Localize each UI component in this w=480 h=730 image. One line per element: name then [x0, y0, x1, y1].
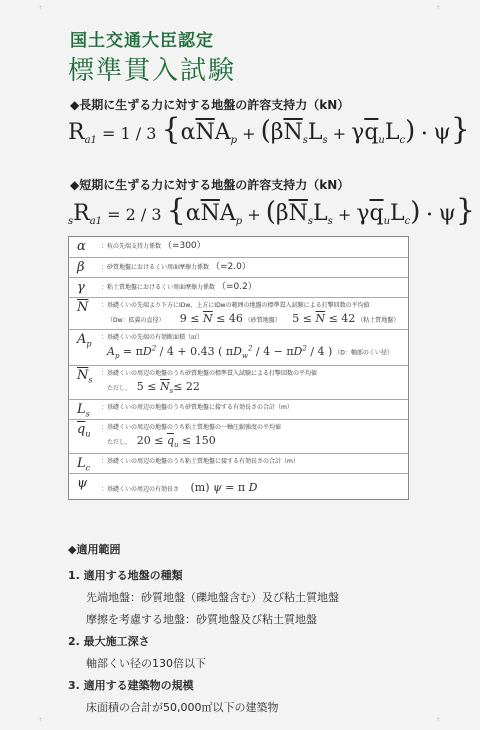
scope-item-3-line-1: 床面積の合計が50,000㎡以下の建築物	[86, 701, 279, 714]
beta-value: （=2.0）	[210, 262, 251, 272]
scope-item-2-line-1: 軸部くい径の130倍以下	[86, 657, 206, 670]
gamma-text: ：粘土質地盤におけるくい周面摩擦力係数	[101, 284, 216, 291]
nbar-symbol: $\overline{N}$	[77, 300, 89, 315]
def-row-qu	[69, 419, 408, 453]
def-row-lc	[69, 453, 408, 473]
long-term-heading: ◆長期に生ずる力に対する地盤の許容支持力（kN）	[70, 98, 350, 112]
ap-formula: $A_p = \pi D^2 / 4 + 0.43$ ( $\pi D_w^2 / 4 - \pi D^2 / 4$ )	[107, 343, 333, 360]
beta-text: ：砂質地盤におけるくい周面摩擦力係数	[101, 264, 210, 271]
def-row-gamma	[69, 277, 408, 297]
gamma-value: （=0.2）	[216, 282, 257, 292]
alpha-text: ：杭の先端支持力係数	[101, 243, 162, 250]
certification-label: 国土交通大臣認定	[70, 31, 214, 51]
alpha-value: （=300）	[162, 241, 206, 251]
def-row-psi	[69, 473, 408, 499]
ns-tadashi: ただし、	[107, 384, 132, 392]
qu-tadashi: ただし、	[107, 438, 132, 446]
nbar-dw-note: （Dw：拡翼の直径）	[107, 316, 165, 324]
crop-mark-icon: +	[436, 4, 442, 11]
nbar-clay-note: （粘土質地盤）	[357, 316, 400, 324]
ap-d-note: （D：軸部のくい径）	[334, 349, 393, 357]
qu-symbol: $\overline{q}_u$	[77, 422, 91, 439]
crop-mark-icon: +	[38, 4, 44, 11]
short-term-formula: $_sR_{a1} = 2 / 3$ {$\alpha\overline{N}A_p + (\beta\overline{N}_sL_s + \gamma\overline{q}_uL_c)$ ･ ψ}	[68, 193, 475, 228]
ap-text: ：基礎くいの先端の有効断面積（㎡）	[101, 334, 204, 342]
def-row-ns	[69, 365, 408, 399]
psi-symbol: ψ	[77, 476, 88, 492]
page-title: 標準貫入試験	[68, 56, 237, 86]
nbar-sand-range: $9 \le \overline{N} \le 46$	[179, 311, 243, 325]
def-row-alpha	[69, 237, 408, 257]
scope-item-3-title: 3. 適用する建築物の規模	[68, 679, 194, 692]
scope-item-1-line-2: 摩擦を考慮する地盤：砂質地盤及び粘土質地盤	[86, 613, 317, 626]
scope-section	[68, 541, 339, 715]
scope-item-2-title: 2. 最大施工深さ	[68, 635, 150, 648]
gamma-symbol: γ	[77, 280, 85, 295]
long-term-formula: $R_{a1} = 1 / 3$ {$\alpha\overline{N}A_p + (\beta\overline{N}_sL_s + \gamma\overline{q}_uL_c)$ ･ ψ}	[68, 112, 470, 147]
nbar-clay-range: $5 \le \overline{N} \le 42$	[292, 311, 356, 325]
alpha-symbol: α	[77, 239, 86, 254]
ns-range: $5 \le \overline{N}_s\le 22$	[136, 379, 200, 396]
ap-symbol: $A_p$	[77, 332, 92, 349]
scope-item-1-line-1: 先端地盤：砂質地盤（礫地盤含む）及び粘土質地盤	[86, 591, 339, 604]
def-row-nbar	[69, 297, 408, 329]
ls-text: ：基礎くいの周辺の地盤のうち砂質地盤に接する有効長さの合計（m）	[101, 404, 293, 412]
short-term-heading: ◆短期に生ずる力に対する地盤の許容支持力（kN）	[70, 178, 350, 192]
def-row-beta	[69, 257, 408, 277]
psi-formula: (m) ψ = π D	[190, 481, 258, 495]
scope-item-1-title: 1. 適用する地盤の種類	[68, 569, 183, 582]
nbar-text: ：基礎くいの先端より下方にIDw、上方にIDwの範囲の地盤の標準貫入試験による打撃回数の平均値	[101, 302, 370, 309]
qu-text: ：基礎くいの周辺の地盤のうち粘土質地盤の一軸圧縮強度の平均値	[101, 424, 282, 432]
crop-mark-icon: +	[436, 716, 442, 723]
def-row-ls	[69, 399, 408, 419]
nbar-sand-note: （砂質地盤）	[244, 316, 281, 324]
ls-symbol: $L_s$	[77, 402, 90, 419]
lc-symbol: $L_c$	[77, 456, 91, 473]
scope-heading: ◆適用範囲	[68, 543, 121, 556]
crop-mark-icon: +	[38, 716, 44, 723]
beta-symbol: β	[77, 260, 85, 275]
ns-text: ：基礎くいの周辺の地盤のうち砂質地盤の標準貫入試験による打撃回数の平均値	[101, 370, 318, 378]
ns-symbol: $\overline{N}_s$	[77, 368, 93, 385]
definitions-table	[68, 236, 409, 500]
psi-text: ：基礎くいの周辺の有効長さ	[101, 486, 180, 494]
qu-range: $20 \le \overline{q}_u \le 150$	[136, 433, 216, 450]
lc-text: ：基礎くいの周辺の地盤のうち粘土質地盤に接する有効長さの合計（m）	[101, 458, 299, 466]
def-row-ap	[69, 329, 408, 365]
